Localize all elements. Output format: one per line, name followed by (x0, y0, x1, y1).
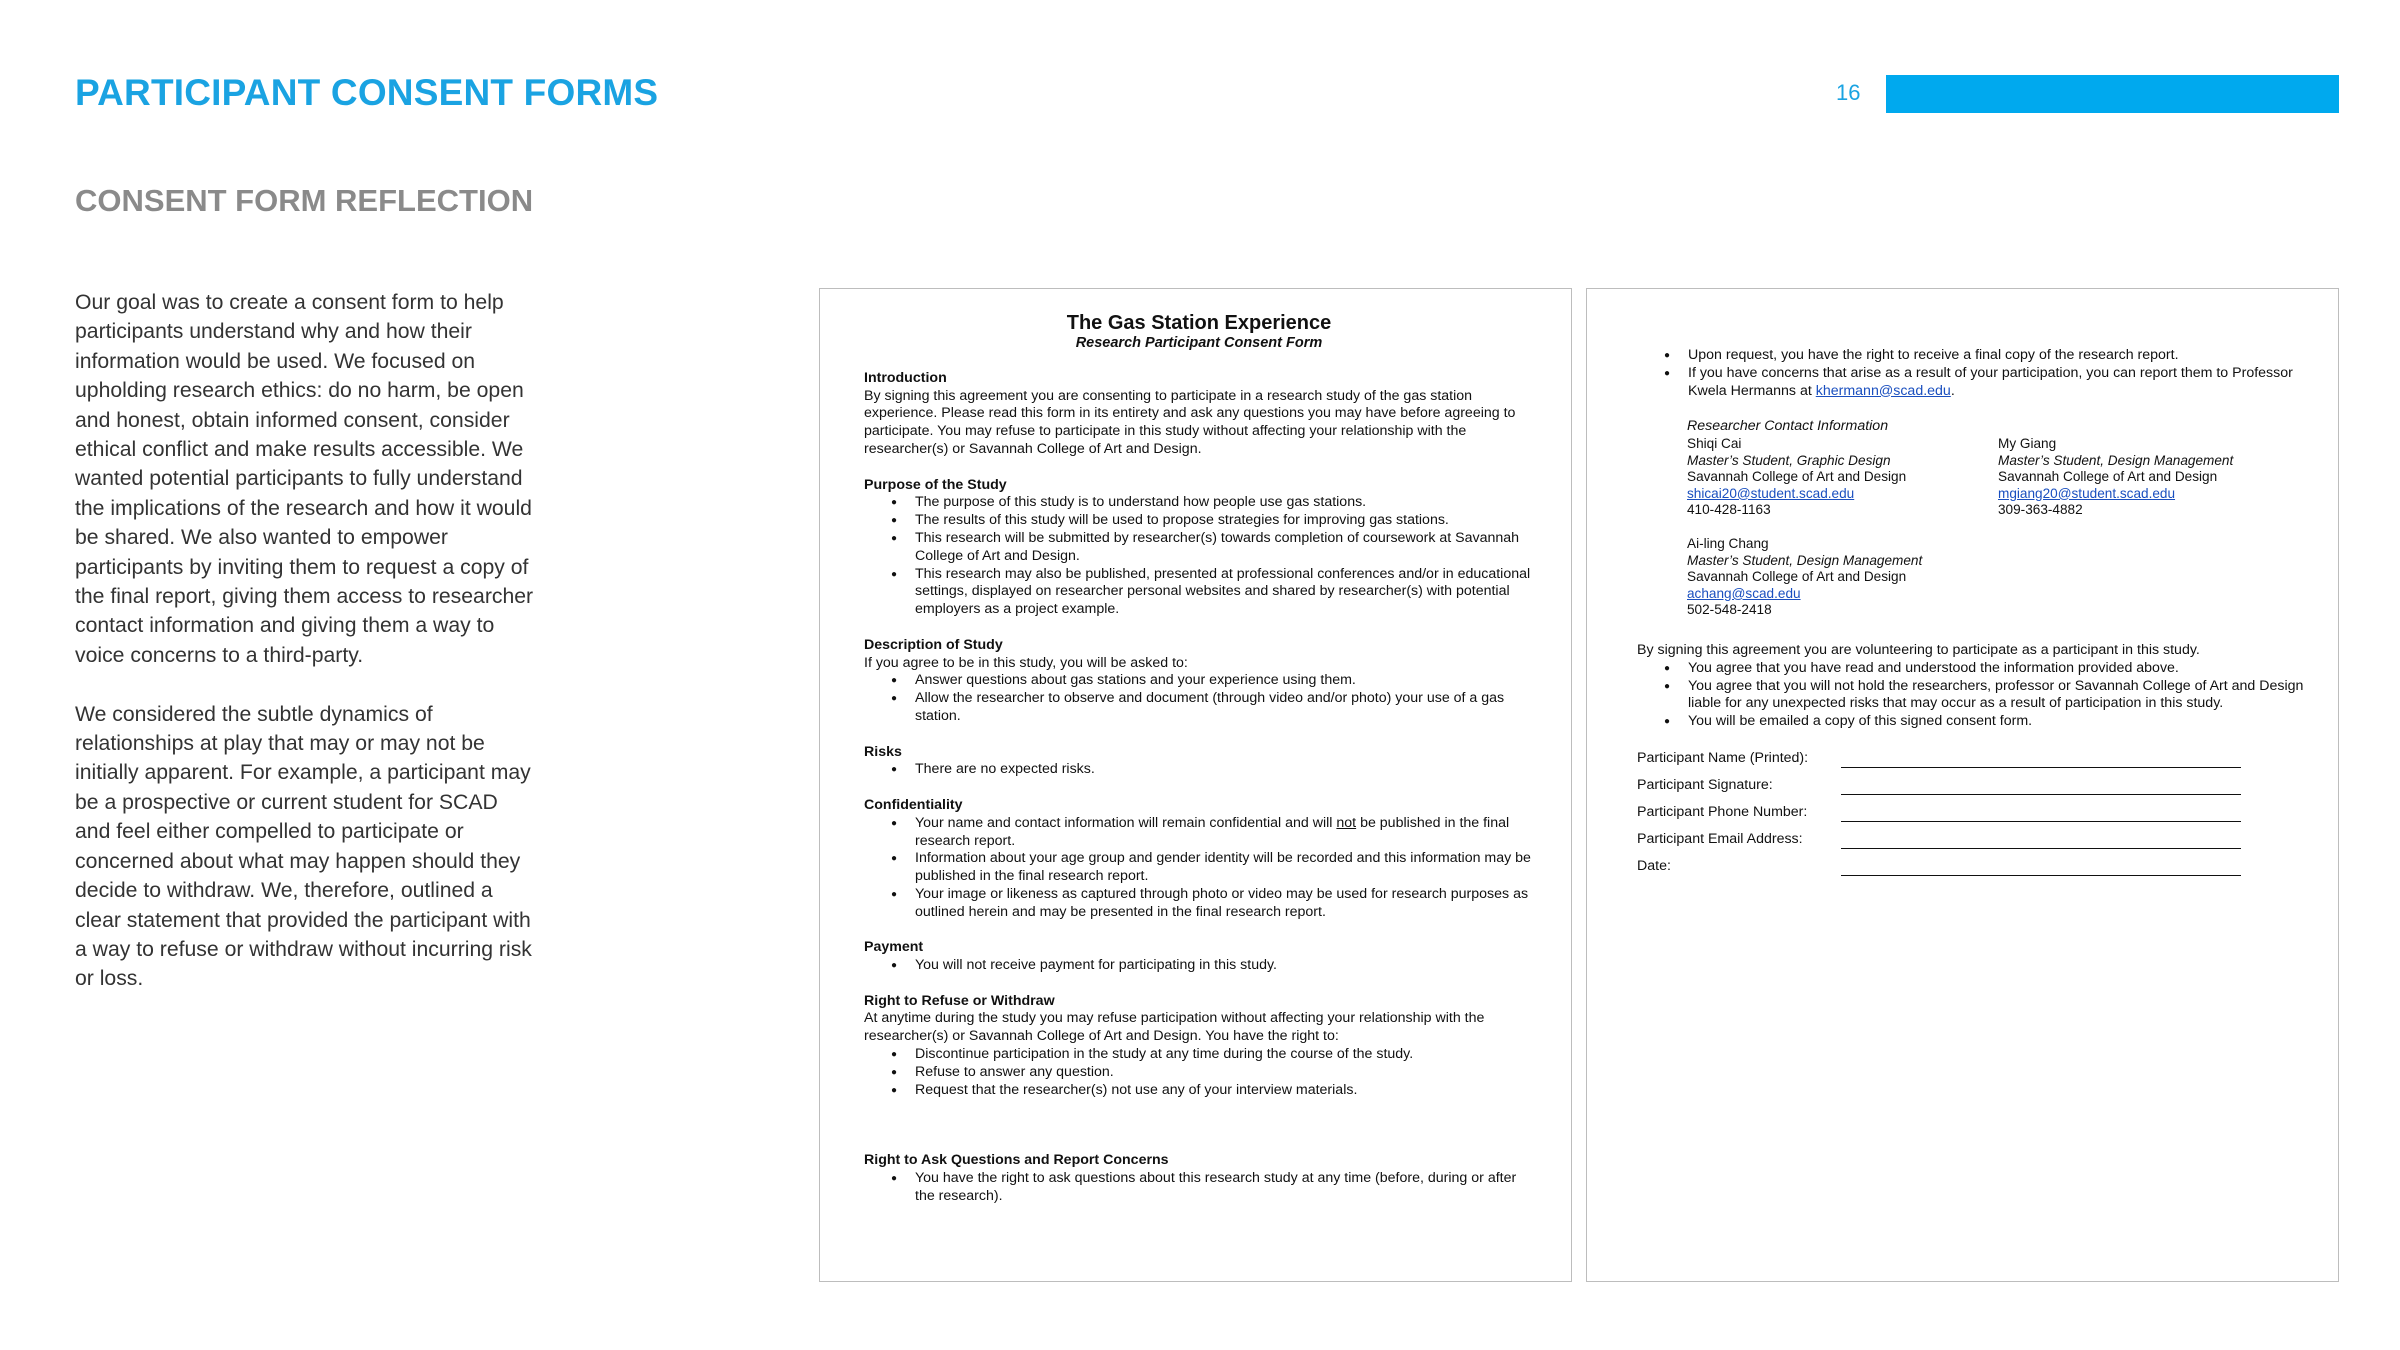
bullet-list (1637, 660, 2309, 731)
bullet-list (1637, 347, 2309, 400)
agreement-text: By signing this agreement you are volunteering to participate as a participant in this study. (1637, 641, 2200, 658)
signature-line (1841, 752, 2241, 768)
list-item: ● Your image or likeness as captured through photo or video may be used for research purposes as outlined herein and may be presented in the final research report. (864, 886, 1534, 922)
list-item: ● Allow the researcher to observe and document (through video and/or photo) your use of a gas station. (864, 690, 1534, 726)
contact-heading: Researcher Contact Information (1687, 418, 1889, 435)
section-text: At anytime during the study you may refuse participation without affecting your relationship with the researcher(s) or Savannah College of Art and Design. You have the right to: (864, 1010, 1485, 1045)
bullet-list (864, 1046, 1534, 1099)
list-item: ● Your name and contact information will remain confidential and will not be published in the final research report. (864, 815, 1534, 851)
section-heading: Introduction (864, 369, 947, 386)
contact-grid (1687, 436, 2309, 636)
list-item: ● You will be emailed a copy of this signed consent form. (1637, 713, 2309, 731)
list-item: ● This research will be submitted by researcher(s) towards completion of coursework at Savannah College of Art and Design. (864, 530, 1534, 566)
reflection-text (75, 288, 535, 1023)
section-heading: Risks (864, 743, 902, 760)
signature-row (1637, 795, 2309, 822)
signature-row (1637, 768, 2309, 795)
signature-label: Date: (1637, 857, 1671, 874)
signature-label: Participant Signature: (1637, 776, 1773, 793)
list-item: ● Request that the researcher(s) not use any of your interview materials. (864, 1082, 1534, 1100)
section-text: If you agree to be in this study, you will be asked to: (864, 654, 1188, 671)
bullet-list (864, 761, 1534, 779)
consent-form-content (1637, 347, 2309, 876)
section-heading: Payment (864, 939, 924, 956)
bullet-list (864, 815, 1534, 922)
section-heading: Right to Ask Questions and Report Concerns (864, 1152, 1169, 1169)
section-heading: Description of Study (864, 636, 1003, 653)
reflection-paragraph: We considered the subtle dynamics of relationships at play that may or may not be initially apparent. For example, a participant may be a prospective or current student for SCAD and feel either compelled to participate or concerned about what may happen should they decide to withdraw. We, therefore, outlined a clear statement that provided the participant with a way to refuse or withdraw without incurring risk or loss. (75, 702, 532, 991)
section-heading: Confidentiality (864, 796, 963, 813)
section-heading: Purpose of the Study (864, 476, 1007, 493)
researcher-contact: Shiqi Cai Master’s Student, Graphic Design Savannah College of Art and Design shicai20@student.scad.edu 410-428-1163 (1687, 436, 1998, 519)
section-text: By signing this agreement you are consenting to participate in a research study of the gas station experience. Please read this form in its entirety and ask any questions you may have before agreeing to participate. You may refuse to participate in this study without affecting your relationship with the researcher(s) or Savannah College of Art and Design. (864, 387, 1516, 457)
list-item: ● The results of this study will be used to propose strategies for improving gas stations. (864, 512, 1534, 530)
form-title: The Gas Station Experience (1066, 312, 1332, 334)
list-item: ● Information about your age group and gender identity will be recorded and this information may be published in the final research report. (864, 850, 1534, 886)
list-item: ● You agree that you have read and understood the information provided above. (1637, 660, 2309, 678)
page-number: 16 (1836, 80, 1861, 105)
researcher-contact: My Giang Master’s Student, Design Management Savannah College of Art and Design mgiang20@student.scad.edu 309-363-4882 (1998, 436, 2309, 519)
email-link[interactable]: achang@scad.edu (1687, 585, 1801, 601)
list-item: ● You will not receive payment for participating in this study. (864, 957, 1534, 975)
signature-line (1841, 806, 2241, 822)
signature-line (1841, 860, 2241, 876)
list-item: ● There are no expected risks. (864, 761, 1534, 779)
researcher-contact: Ai-ling Chang Master’s Student, Design Management Savannah College of Art and Design achang@scad.edu 502-548-2418 (1687, 536, 1998, 619)
section-heading: Right to Refuse or Withdraw (864, 992, 1055, 1009)
signature-label: Participant Phone Number: (1637, 803, 1808, 820)
signature-row (1637, 822, 2309, 849)
email-link[interactable]: shicai20@student.scad.edu (1687, 485, 1855, 501)
section-subtitle: CONSENT FORM REFLECTION (75, 183, 534, 218)
signature-line (1841, 833, 2241, 849)
list-item: ● Refuse to answer any question. (864, 1064, 1534, 1082)
signature-fields (1637, 741, 2309, 876)
consent-form-page-2 (1586, 288, 2339, 1282)
reflection-paragraph: Our goal was to create a consent form to help participants understand why and how their information would be used. We focused on upholding research ethics: do no harm, be open and honest, obtain informed consent, consider ethical conflict and make results accessible. We wanted potential participants to fully understand the implications of the research and how it would be shared. We also wanted to empower participants by inviting them to request a copy of the final report, giving them access to researcher contact information and giving them a way to voice concerns to a third-party. (75, 291, 534, 667)
accent-bar (1886, 75, 2339, 113)
list-item: ● Answer questions about gas stations and your experience using them. (864, 672, 1534, 690)
list-item: ● You have the right to ask questions about this research study at any time (before, during or after the research). (864, 1170, 1534, 1206)
consent-form-content (864, 311, 1534, 1224)
list-item: ● The purpose of this study is to understand how people use gas stations. (864, 494, 1534, 512)
list-item: ● You agree that you will not hold the researchers, professor or Savannah College of Art and Design liable for any unexpected risks that may occur as a result of participation in this study. (1637, 678, 2309, 714)
signature-row (1637, 849, 2309, 876)
bullet-list (864, 957, 1534, 975)
list-item: ● This research may also be published, presented at professional conferences and/or in educational settings, displayed on researcher personal websites and shared by researcher(s) with potential employers as a project example. (864, 566, 1534, 619)
list-item: ● Discontinue participation in the study at any time during the course of the study. (864, 1046, 1534, 1064)
bullet-list (864, 1170, 1534, 1206)
page-title: PARTICIPANT CONSENT FORMS (75, 72, 659, 113)
consent-form-page-1 (819, 288, 1572, 1282)
bullet-list (864, 494, 1534, 619)
signature-line (1841, 779, 2241, 795)
email-link[interactable]: mgiang20@student.scad.edu (1998, 485, 2176, 501)
email-link[interactable]: khermann@scad.edu (1815, 382, 1951, 399)
signature-label: Participant Email Address: (1637, 830, 1803, 847)
list-item: ● If you have concerns that arise as a result of your participation, you can report them to Professor Kwela Hermanns at khermann@scad.edu. (1637, 365, 2309, 401)
form-subtitle: Research Participant Consent Form (1075, 335, 1323, 351)
bullet-list (864, 672, 1534, 725)
signature-row (1637, 741, 2309, 768)
list-item: ● Upon request, you have the right to receive a final copy of the research report. (1637, 347, 2309, 365)
signature-label: Participant Name (Printed): (1637, 749, 1809, 766)
